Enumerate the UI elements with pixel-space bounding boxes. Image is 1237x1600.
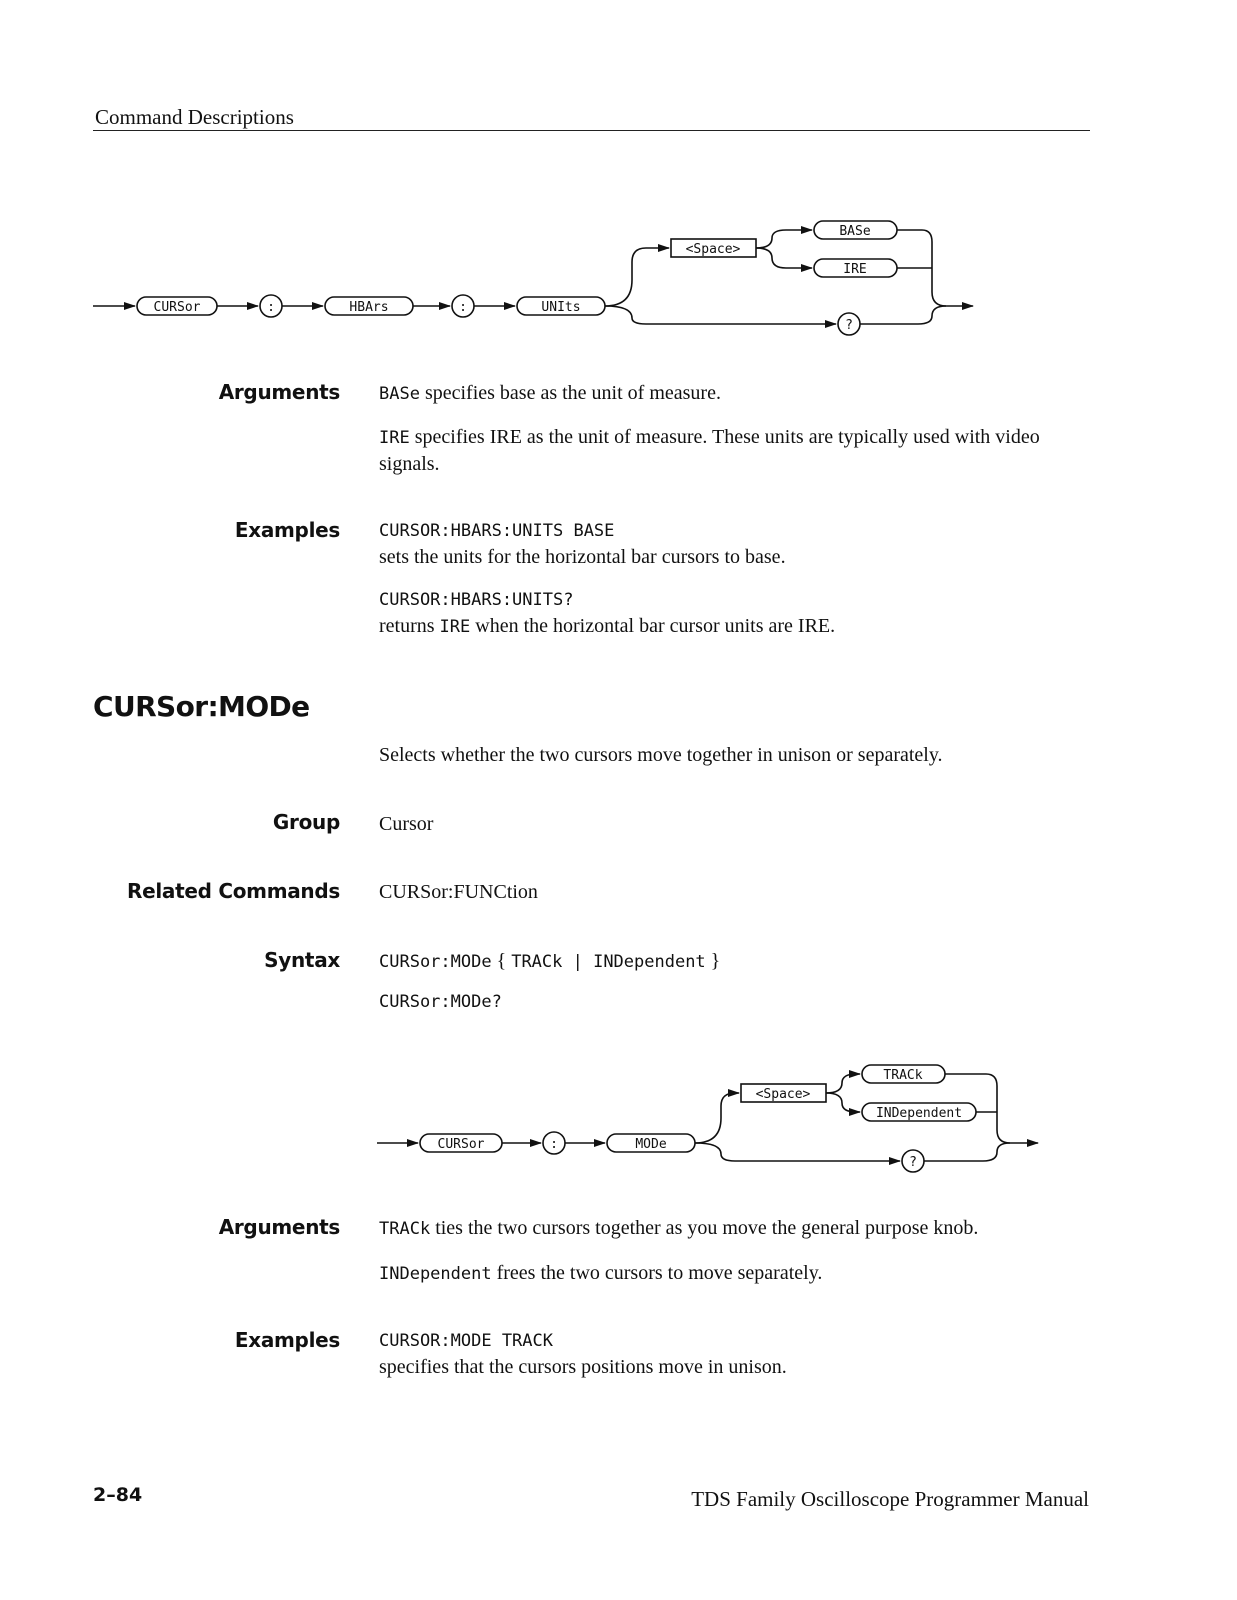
argument-independent xyxy=(379,1260,1079,1287)
header-rule xyxy=(93,130,1090,131)
argument-base-text: specifies base as the unit of measure. xyxy=(419,382,721,404)
related-commands-value: CURSor:FUNCtion xyxy=(379,881,538,903)
node-colon-1-label: : xyxy=(267,300,275,315)
group-value: Cursor xyxy=(379,813,434,835)
node-independent-label: INDependent xyxy=(875,1106,963,1121)
node-colon-label: : xyxy=(550,1137,558,1152)
argument-track xyxy=(379,1215,1079,1242)
argument-independent-text: frees the two cursors to move separately. xyxy=(491,1262,823,1284)
node-colon-2-label: : xyxy=(459,300,467,315)
related-commands-label: Related Commands xyxy=(127,879,340,903)
node-units-label: UNIts xyxy=(541,300,581,315)
syntax-diagram-mode xyxy=(0,1050,1237,1190)
node-query-label: ? xyxy=(909,1155,917,1170)
syntax-query xyxy=(379,992,502,1012)
group-label: Group xyxy=(272,810,340,834)
syntax-set-args: TRACk | INDependent xyxy=(511,952,706,972)
example-code: CURSOR:MODE TRACK xyxy=(379,1331,553,1351)
node-space-label: <Space> xyxy=(685,242,741,257)
node-mode-label: MODe xyxy=(635,1137,667,1152)
code-track: TRACk xyxy=(379,1219,431,1239)
page-number: 2–84 xyxy=(93,1484,143,1506)
command-title: CURSor:MODe xyxy=(93,690,310,723)
example-units-base xyxy=(379,518,1069,570)
node-hbars-label: HBArs xyxy=(349,300,389,315)
argument-base xyxy=(379,380,1069,407)
node-query-label: ? xyxy=(845,318,853,333)
argument-ire xyxy=(379,424,1069,477)
node-space-label: <Space> xyxy=(755,1087,811,1102)
syntax-brace-open: { xyxy=(491,950,512,972)
code-independent: INDependent xyxy=(379,1264,492,1284)
example-mode-track xyxy=(379,1328,1069,1380)
arguments-label-1: Arguments xyxy=(218,380,340,404)
example-description: sets the units for the horizontal bar cursors to base. xyxy=(379,546,786,568)
node-track-label: TRACk xyxy=(883,1068,923,1083)
syntax-brace-close: } xyxy=(705,950,721,972)
syntax-diagram-hbars-units xyxy=(0,200,1237,350)
node-base-label: BASe xyxy=(839,224,871,239)
syntax-set-code: CURSor:MODe xyxy=(379,952,492,972)
manual-title: TDS Family Oscilloscope Programmer Manual xyxy=(691,1487,1089,1511)
example-description: returns IRE when the horizontal bar cursor units are IRE. xyxy=(379,615,836,637)
running-header: Command Descriptions xyxy=(95,105,294,129)
examples-label-1: Examples xyxy=(234,518,340,542)
argument-ire-text: specifies IRE as the unit of measure. These units are typically used with video signals. xyxy=(379,426,1040,475)
node-cursor-label: CURSor xyxy=(437,1137,485,1152)
code-ire-inline: IRE xyxy=(439,617,471,637)
node-cursor-label: CURSor xyxy=(153,300,201,315)
syntax-query-code: CURSor:MODe? xyxy=(379,992,502,1012)
syntax-set xyxy=(379,948,1079,975)
example-description: specifies that the cursors positions move in unison. xyxy=(379,1356,787,1378)
examples-label-2: Examples xyxy=(234,1328,340,1352)
example-units-query xyxy=(379,587,1069,640)
example-code: CURSOR:HBARS:UNITS BASE xyxy=(379,521,615,541)
argument-track-text: ties the two cursors together as you move the general purpose knob. xyxy=(430,1217,979,1239)
syntax-label: Syntax xyxy=(264,948,340,972)
node-ire-label: IRE xyxy=(843,262,867,277)
arguments-label-2: Arguments xyxy=(218,1215,340,1239)
code-ire: IRE xyxy=(379,428,410,448)
code-base: BASe xyxy=(379,384,420,404)
command-description: Selects whether the two cursors move together in unison or separately. xyxy=(379,744,943,766)
example-code: CURSOR:HBARS:UNITS? xyxy=(379,590,574,610)
